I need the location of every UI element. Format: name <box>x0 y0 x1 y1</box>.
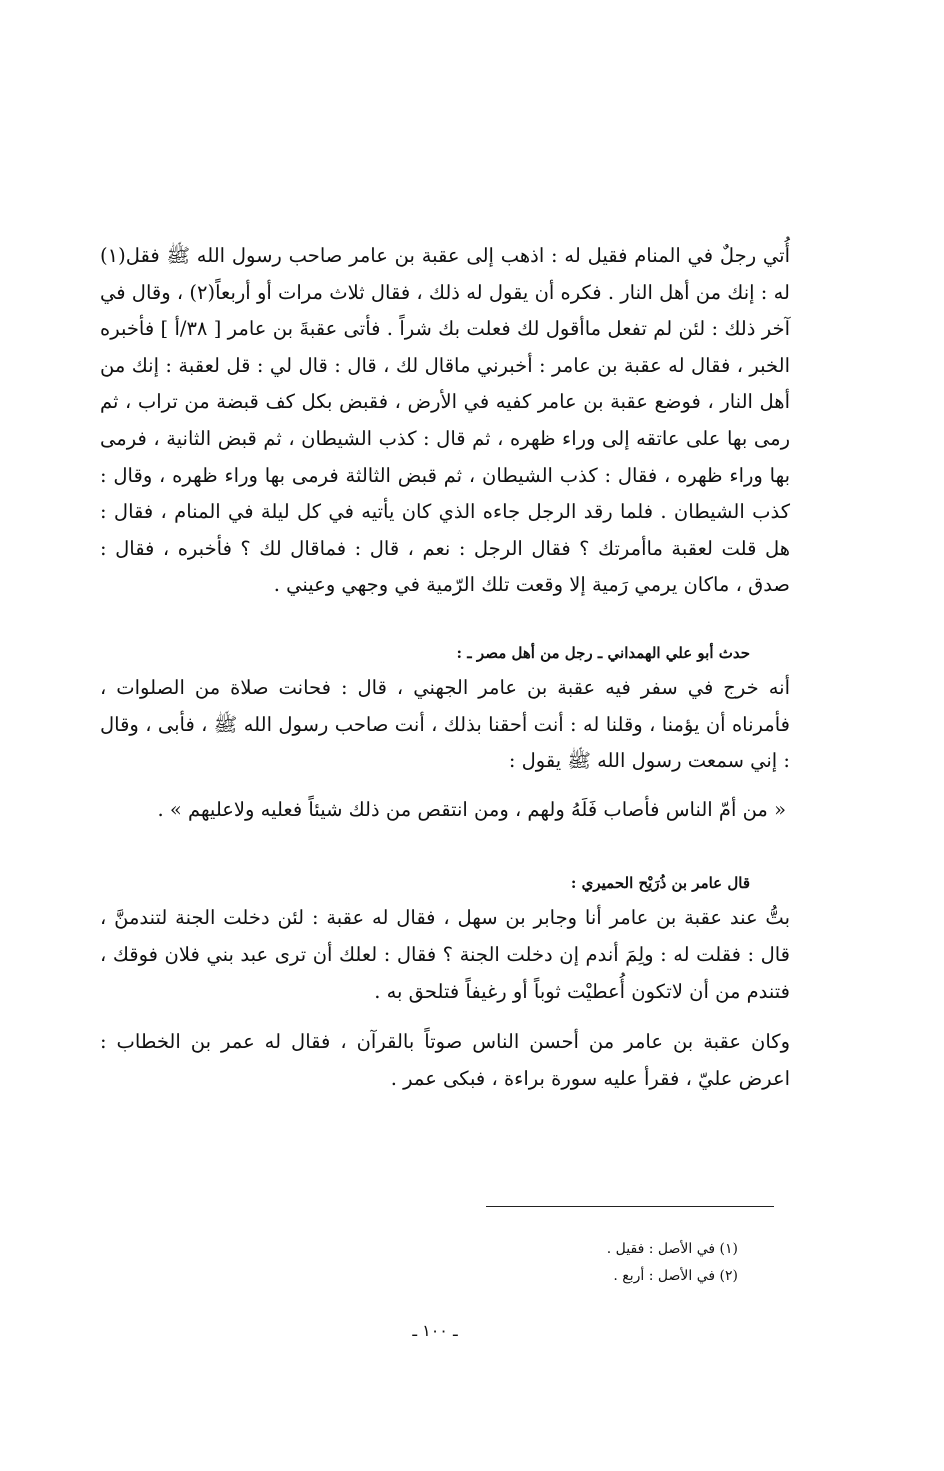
paragraph-travel-prayer: أنه خرج في سفر فيه عقبة بن عامر الجهني ، قال : فحانت صلاة من الصلوات ، فأمرناه أن يؤمنا ، وقلنا له : أنت أحقنا بذلك ، أنت صاحب رسول الله ﷺ ، فأبى ، وقال : إني سمعت رسول الله ﷺ يقول : <box>100 675 790 773</box>
paragraph-dream-story: أُتي رجلٌ في المنام فقيل له : اذهب إلى عقبة بن عامر صاحب رسول الله ﷺ فقل(١) له : إنك من أهل النار . فكره أن يقول له ذلك ، فقال ثلاث مرات أو أربعاً(٢) ، وقال في آخر ذلك : لئن لم تفعل ماأقول لك فعلت بك شراً . فأتى عقبةَ بن عامر [ ٣٨/أ ] فأخبره الخبر ، فقال له عقبة بن عامر : أخبرني ماقال لك ، قال : قال لي : قل لعقبة : إنك من أهل النار ، فوضع عقبة بن عامر كفيه في الأرض ، فقبض بكل كف قبضة من تراب ، ثم رمى بها على عاتقه إلى وراء ظهره ، ثم قال : كذب الشيطان ، ثم قبض الثانية ، فرمى بها وراء ظهره ، فقال : كذب الشيطان ، ثم قبض الثالثة فرمى بها وراء ظهره ، وقال : كذب الشيطان . فلما رقد الرجل جاءه الذي كان يأتيه في كل ليلة في المنام ، فقال : هل قلت لعقبة ماأمرتك ؟ فقال الرجل : نعم ، قال : فماقال لك ؟ فأخبره ، فقال : صدق ، ماكان يرمي رَمية إلا وقعت تلك الرّمية في وجهي وعيني . <box>100 244 791 597</box>
page-body <box>100 238 790 1097</box>
footnotes <box>607 1236 738 1290</box>
hadith-quote: « من أمّ الناس فأصاب فَلَهُ ولهم ، ومن انتقص من ذلك شيئاً فعليه ولاعليهم » . <box>157 797 786 821</box>
footnote-separator <box>486 1206 774 1207</box>
section-heading-amir: قال عامر بن ذُرَيْح الحميري : <box>570 874 750 893</box>
section-heading-abu-ali: حدث أبو علي الهمداني ـ رجل من أهل مصر ـ : <box>456 643 750 662</box>
footnote-1: (١) في الأصل : فقيل . <box>606 1241 738 1257</box>
paragraph-paradise-regret: بتُّ عند عقبة بن عامر أنا وجابر بن سهل ، فقال له عقبة : لئن دخلت الجنة لتندمنَّ ، قال : فقلت له : ولِمَ أندم إن دخلت الجنة ؟ فقال : لعلك أن ترى عبد بني فلان فوقك ، فتندم من أن لاتكون أُعطيْت ثوباً أو رغيفاً فتلحق به . <box>100 906 790 1003</box>
footnote-2: (٢) في الأصل : أربع . <box>613 1268 738 1284</box>
paragraph-quran-recitation: وكان عقبة بن عامر من أحسن الناس صوتاً بالقرآن ، فقال له عمر بن الخطاب : اعرض عليّ ، فقرأ عليه سورة براءة ، فبكى عمر . <box>100 1030 790 1090</box>
page-number: ـ ١٠٠ ـ <box>412 1321 458 1340</box>
